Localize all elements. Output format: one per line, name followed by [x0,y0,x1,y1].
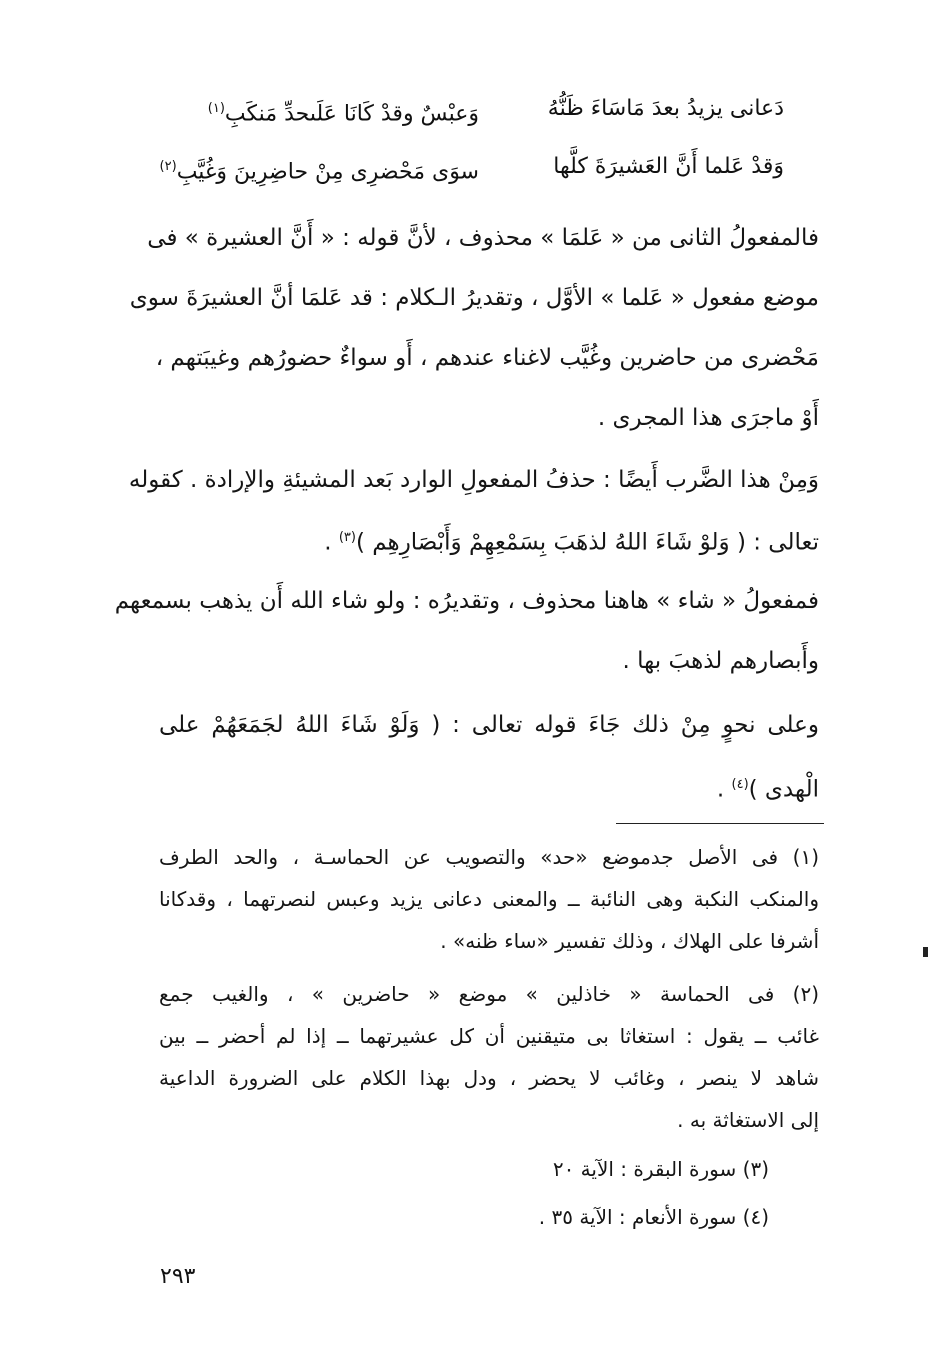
line-end: . [324,529,339,556]
verse-line-1-second-hemistich-text: وَعبْسٌ وقدْ كَانَا عَلَىحدِّ مَنكَبِ [224,101,479,127]
body-line-with-note [159,767,819,808]
verse-line-2-first-hemistich [553,150,784,184]
footnote-line: أشرفا على الهلاك ، وذلك تفسير «ساء ظنه» . [440,929,819,953]
body-line: وعلى نحوٍ مِنْ ذلك جَاءَ قوله تعالى : ( وَلَوْ شَاءَ اللهُ لجَمَعَهُمْ على [159,712,819,738]
body-line: أَوْ ماجرَى هذا المجرى . [597,405,819,431]
footnote-separator [616,823,824,824]
body-line: فمفعولُ « شاء » هاهنا محذوف ، وتقديرُه : ولو شاء الله أَن يذهب بسمعهم [114,588,819,614]
verse-line-1-first-hemistich [548,92,784,126]
page-number: ٢٩٣ [160,1264,196,1289]
footnote-ref-3: (٣) [338,530,356,545]
quran-quote: تعالى : ( وَلوْ شَاءَ اللهُ لذهَبَ بِسَمْعِهِمْ وَأَبْصَارِهِم ) [355,529,819,556]
footnote-ref-2: (٢) [159,159,177,174]
footnote-line: (٣) سورة البقرة : الآية ٢٠ [552,1157,769,1181]
footnote-line: إلى الاستغاثة به . [677,1108,819,1132]
body-line: وأَبصارهم لذهبَ بها . [622,648,819,674]
verse-line-1-first-hemistich-text: دَعانى يزيدُ بعدَ مَاسَاءَ ظَنُّهُ [547,96,784,121]
footnote-ref-4: (٤) [731,777,749,792]
line-end: . [716,776,732,803]
body-line: وَمِنْ هذا الضَّرب أَيضًا : حذفُ المفعولِ الوارد بَعد المشيئةِ والإرادة . كقوله [128,467,819,493]
body-line-with-note [159,520,819,561]
body-line: فالمفعولُ الثانى من « عَلمَا » محذوف ، لأنَّ قوله : « أَنَّ العشيرة » فى [147,225,819,251]
footnote-line: شاهد لا ينصر ، وغائب لا يحضر ، ودل بهذا الكلام على الضرورة الداعية [159,1066,819,1090]
footnote-line: (١) فى الأصل جدموضع «حد» والتصويب عن الحماسـة ، والحد الطرف [159,845,819,869]
verse-line-2-first-hemistich-text: وَقدْ عَلما أَنَّ العَشيرَةَ كلَّها [553,154,784,179]
footnote-line: (٤) سورة الأنعام : الآية ٣٥ . [538,1205,769,1229]
verse-line-2-second-hemistich-text: سوَى مَحْضرِى مِنْ حاضِرِينَ وَغُيَّبِ [176,159,479,185]
scan-mark [923,947,928,957]
footnote-line: (٢) فى الحماسة « خاذلين » موضع « حاضرين » ، والغيب جمع [159,982,819,1006]
footnote-line: غائب ــ يقول : استغاثا بى متيقنين أن كل عشيرتهما ــ إذا لم أحضر ــ بين [159,1024,819,1048]
body-line: مَحْضرى من حاضرين وغُيَّب لاغناء عندهم ، أَو سواءٌ حضورُهم وغيبَتهم ، [155,345,819,371]
footnote-ref-1: (١) [207,101,225,116]
verse-line-1-second-hemistich [208,92,479,131]
verse-line-2-second-hemistich [160,150,479,189]
footnote-line: والمنكب النكبة وهى النائبة ــ والمعنى دعانى يزيد وعبس لنصرتهما ، وقدكانا [159,887,819,911]
body-line: موضع مفعول « عَلما » الأوَّل ، وتقديرُ الـكلام : قد عَلمَا أنَّ العشيرَةَ سوى [129,285,819,311]
quran-quote: الْهدى ) [748,776,819,803]
